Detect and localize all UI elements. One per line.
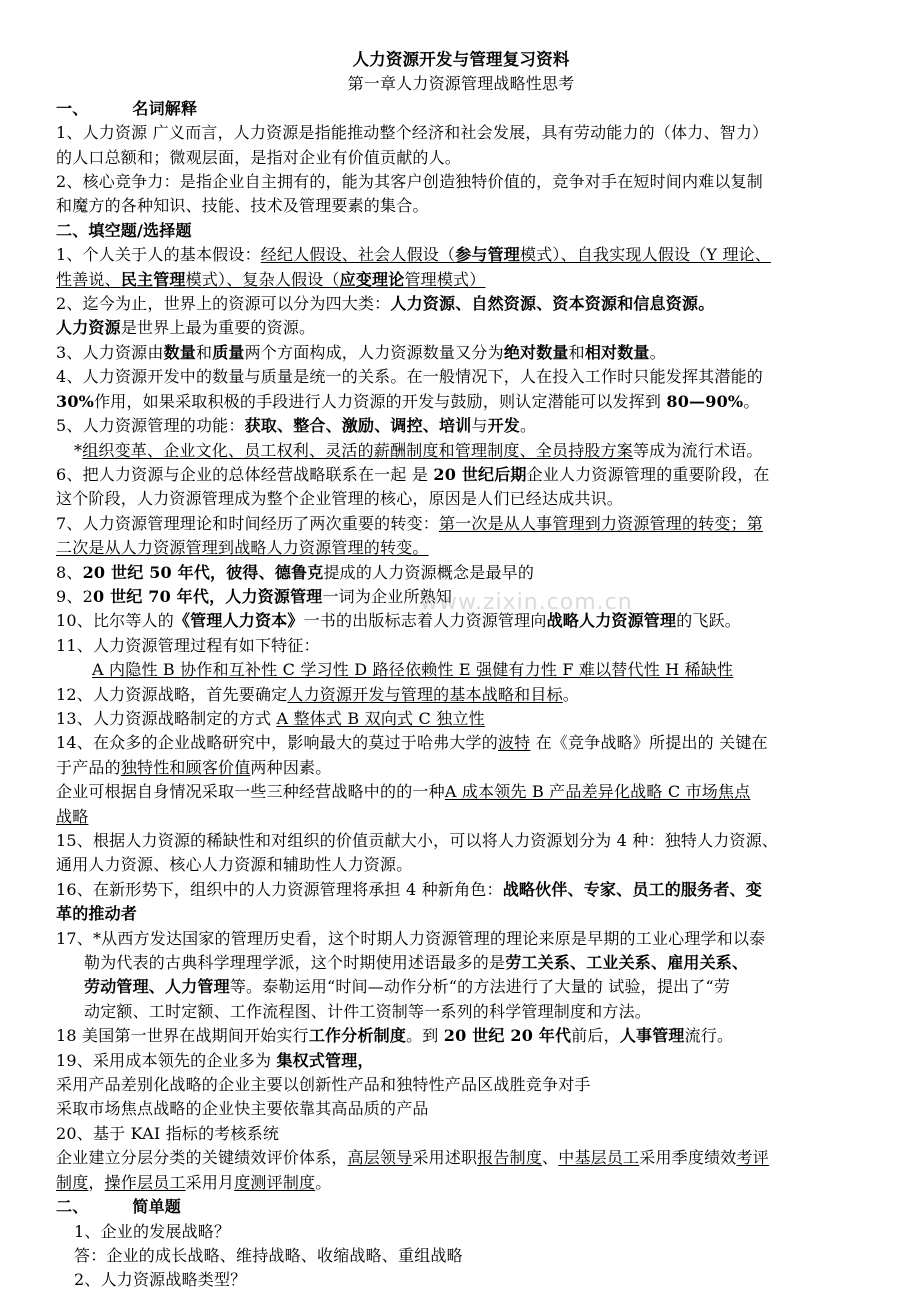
item-6-line2: 这个阶段，人力资源管理成为整个企业管理的核心，原因是人们已经达成共识。 (56, 489, 624, 509)
item-19-line3: 采取市场焦点战略的企业快主要依靠其高品质的产品 (56, 1099, 429, 1119)
item-17-line2: 勒为代表的古典科学理理学派，这个时期使用述语最多的是劳工关系、工业关系、雇用关系、 (84, 953, 749, 973)
answer-1: 答：企业的成长战略、维持战略、收缩战略、重组战略 (74, 1245, 463, 1265)
section-heading-short-answer: 二、 简单题 (56, 1197, 182, 1217)
item-4-line1: 4、人力资源开发中的数量与质量是统一的关系。在一般情况下，人在投入工作时只能发挥其潜能的 (56, 367, 763, 387)
item-10: 10、比尔等人的《管理人力资本》一书的出版标志着人力资源管理向战略人力资源管理的飞跃。 (56, 611, 742, 631)
item-2-line1: 2、迄今为止，世界上的资源可以分为四大类：人力资源、自然资源、资本资源和信息资源。 (56, 294, 715, 314)
item-6-line1: 6、把人力资源与企业的总体经营战略联系在一起 是 20 世纪后期企业人力资源管理的重要阶段，在 (56, 464, 770, 484)
watermark: www.zixin.com.cn (420, 590, 633, 615)
item-17-line4: 动定额、工时定额、工作流程图、计件工资制等一系列的科学管理制度和方法。 (84, 1001, 652, 1021)
item-13: 13、人力资源战略制定的方式 A 整体式 B 双向式 C 独立性 (56, 708, 485, 728)
item-18: 18 美国第一世界在战期间开始实行工作分析制度。到 20 世纪 20 年代前后，人事管理流行。 (56, 1026, 734, 1046)
item-14-strategy-line2: 战略 (56, 806, 89, 826)
question-1: 1、企业的发展战略？ (74, 1221, 231, 1241)
document-title: 人力资源开发与管理复习资料 (352, 50, 570, 69)
item-5-note: *组织变革、企业文化、员工权利、灵活的薪酬制度和管理制度、全员持股方案等成为流行术语。 (74, 440, 763, 460)
item-16-line2: 革的推动者 (56, 904, 138, 924)
definition-1-line2: 的人口总额和；微观层面，是指对企业有价值贡献的人。 (56, 147, 462, 167)
item-7-line1: 7、人力资源管理理论和时间经历了两次重要的转变：第一次是从人事管理到力资源管理的转变；第 (56, 513, 763, 533)
item-5: 5、人力资源管理的功能：获取、整合、激励、调控、培训与开发。 (56, 416, 537, 436)
item-15-line2: 通用人力资源、核心人力资源和辅助性人力资源。 (56, 855, 413, 875)
item-7-line2: 二次是从人力资源管理到战略人力资源管理的转变。 (56, 538, 429, 558)
item-17-line1: 17、*从西方发达国家的管理历史看，这个时期人力资源管理的理论来原是早期的工业心理学和以泰 (56, 928, 766, 948)
item-20-line3: 制度，操作层员工采用月度测评制度。 (56, 1172, 332, 1192)
item-8: 8、20 世纪 50 年代，彼得、德鲁克提成的人力资源概念是最早的 (56, 562, 535, 582)
document-page (56, 48, 866, 1293)
definition-1-line1: 1、人力资源 广义而言，人力资源是指能推动整个经济和社会发展，具有劳动能力的（体力、智力） (56, 123, 769, 143)
item-19-line1: 19、采用成本领先的企业多为 集权式管理， (56, 1050, 374, 1070)
item-11-options: A 内隐性 B 协作和互补性 C 学习性 D 路径依赖性 E 强健有力性 F 难以替代性 H 稀缺性 (92, 660, 734, 680)
item-2-line2: 人力资源是世界上最为重要的资源。 (56, 318, 316, 338)
item-9: 9、20 世纪 70 年代，人力资源管理一词为企业所熟知 (56, 586, 453, 606)
question-2: 2、人力资源战略类型？ (74, 1270, 247, 1290)
item-14-line1: 14、在众多的企业战略研究中，影响最大的莫过于哈弗大学的波特 在《竞争战略》所提出的 关键在 (56, 733, 768, 753)
item-3: 3、人力资源由数量和质量两个方面构成，人力资源数量又分为绝对数量和相对数量。 (56, 342, 666, 362)
item-11: 11、人力资源管理过程有如下特征： (56, 635, 320, 655)
item-12: 12、人力资源战略，首先要确定人力资源开发与管理的基本战略和目标。 (56, 684, 579, 704)
item-19-line2: 采用产品差别化战略的企业主要以创新性产品和独特性产品区战胜竞争对手 (56, 1075, 591, 1095)
chapter-title: 第一章人力资源管理战略性思考 (347, 74, 575, 94)
item-1-line1: 1、个人关于人的基本假设：经纪人假设、社会人假设（参与管理模式）、自我实现人假设（Y 理论、 (56, 245, 772, 265)
item-1-line2: 性善说、民主管理模式）、复杂人假设（应变理论管理模式） (56, 269, 486, 289)
item-20-line2: 企业建立分层分类的关键绩效评价体系，高层领导采用述职报告制度、中基层员工采用季度绩效考评 (56, 1148, 769, 1168)
item-15-line1: 15、根据人力资源的稀缺性和对组织的价值贡献大小，可以将人力资源划分为 4 种：独特人力资源、 (56, 831, 779, 850)
item-4-line2: 30%作用，如果采取积极的手段进行人力资源的开发与鼓励，则认定潜能可以发挥到 80—90%。 (56, 391, 760, 411)
item-20: 20、基于 KAI 指标的考核系统 (56, 1123, 280, 1143)
item-14-line2: 于产品的独特性和顾客价值两种因素。 (56, 757, 332, 777)
item-16-line1: 16、在新形势下，组织中的人力资源管理将承担 4 种新角色：战略伙伴、专家、员工的服务者、变 (56, 879, 762, 899)
definition-2-line2: 和魔方的各种知识、技能、技术及管理要素的集合。 (56, 196, 429, 216)
section-heading-fill-in: 二、填空题/选择题 (56, 220, 192, 240)
item-14-strategy-line1: 企业可根据自身情况采取一些三种经营战略中的的一种A 成本领先 B 产品差异化战略 C 市场焦点 (56, 782, 751, 802)
item-17-line3: 劳动管理、人力管理等。泰勒运用“时间—动作分析“的方法进行了大量的 试验，提出了“劳 (84, 977, 731, 997)
section-heading-definitions: 一、 名词解释 (56, 98, 198, 118)
definition-2-line1: 2、核心竞争力：是指企业自主拥有的，能为其客户创造独特价值的，竞争对手在短时间内难以复制 (56, 172, 763, 192)
